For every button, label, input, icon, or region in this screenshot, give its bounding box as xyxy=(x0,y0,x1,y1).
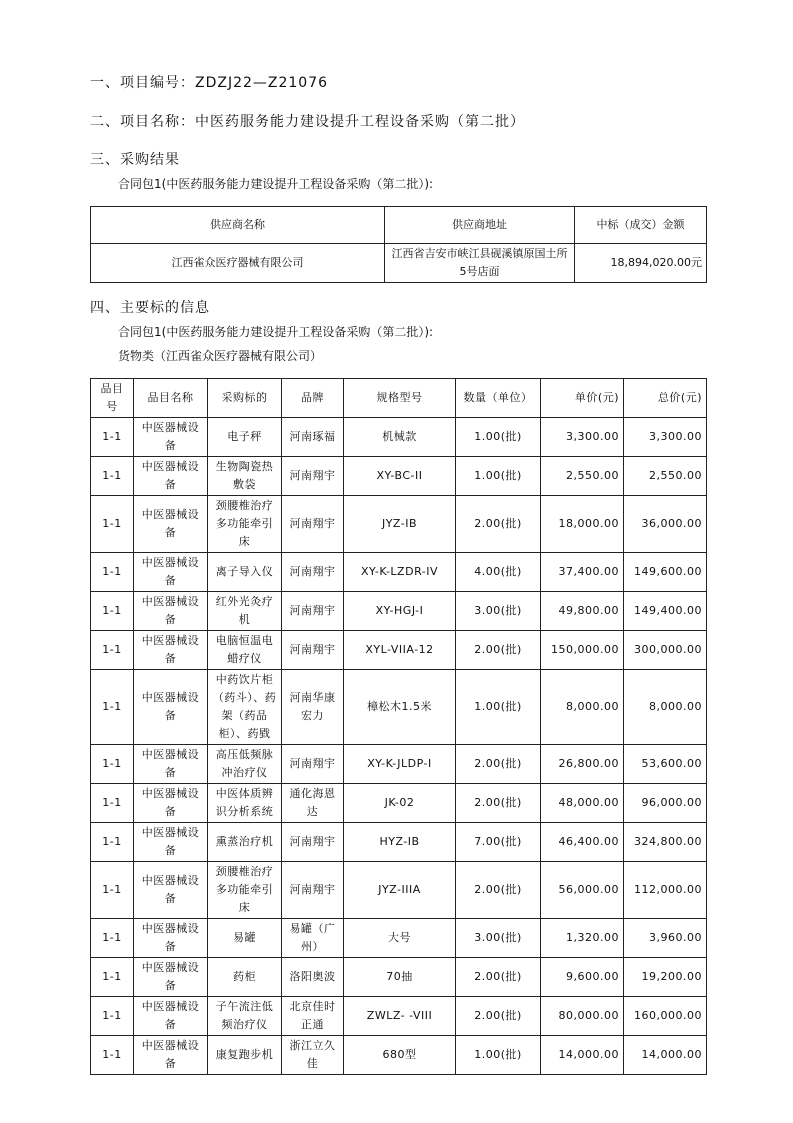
model: XY-HGJ-I xyxy=(344,592,456,631)
unit-price: 46,400.00 xyxy=(541,823,624,862)
total-price: 300,000.00 xyxy=(624,631,707,670)
model: XY-BC-II xyxy=(344,457,456,496)
model: 机械款 xyxy=(344,418,456,457)
quantity: 1.00(批) xyxy=(456,418,541,457)
total-price: 160,000.00 xyxy=(624,997,707,1036)
total-price: 3,300.00 xyxy=(624,418,707,457)
header-item-number: 品目号 xyxy=(91,379,134,418)
unit-price: 150,000.00 xyxy=(541,631,624,670)
table-row xyxy=(91,418,707,457)
procurement-item: 熏蒸治疗机 xyxy=(208,823,282,862)
unit-price: 56,000.00 xyxy=(541,862,624,919)
item-category: 中医器械设备 xyxy=(134,862,208,919)
table-row xyxy=(91,553,707,592)
item-number: 1-1 xyxy=(91,997,134,1036)
procurement-item: 易罐 xyxy=(208,919,282,958)
unit-price: 80,000.00 xyxy=(541,997,624,1036)
procurement-item: 电子秤 xyxy=(208,418,282,457)
unit-price: 26,800.00 xyxy=(541,745,624,784)
project-name: 二、项目名称：中医药服务能力建设提升工程设备采购（第二批） xyxy=(90,114,525,130)
table-row xyxy=(91,457,707,496)
contract-package-label: 合同包1(中医药服务能力建设提升工程设备采购（第二批）): xyxy=(118,325,434,339)
model: 樟松木1.5米 xyxy=(344,670,456,745)
section-heading-items: 四、主要标的信息 xyxy=(90,300,210,316)
item-category: 中医器械设备 xyxy=(134,418,208,457)
unit-price: 49,800.00 xyxy=(541,592,624,631)
table-row xyxy=(91,1036,707,1075)
unit-price: 48,000.00 xyxy=(541,784,624,823)
item-number: 1-1 xyxy=(91,553,134,592)
item-category: 中医器械设备 xyxy=(134,670,208,745)
total-price: 8,000.00 xyxy=(624,670,707,745)
procurement-item: 高压低频脉冲治疗仪 xyxy=(208,745,282,784)
quantity: 2.00(批) xyxy=(456,496,541,553)
project-number: 一、项目编号：ZDZJ22—Z21076 xyxy=(90,75,329,91)
goods-category-label: 货物类（江西雀众医疗器械有限公司） xyxy=(118,349,323,363)
item-number: 1-1 xyxy=(91,496,134,553)
header-supplier-name: 供应商名称 xyxy=(91,207,385,244)
item-category: 中医器械设备 xyxy=(134,958,208,997)
unit-price: 8,000.00 xyxy=(541,670,624,745)
header-procurement-item: 采购标的 xyxy=(208,379,282,418)
brand: 河南琢福 xyxy=(282,418,344,457)
total-price: 2,550.00 xyxy=(624,457,707,496)
total-price: 14,000.00 xyxy=(624,1036,707,1075)
supplier-address: 江西省吉安市峡江县砚溪镇原国土所5号店面 xyxy=(385,244,575,283)
procurement-item: 颈腰椎治疗多功能牵引床 xyxy=(208,862,282,919)
item-number: 1-1 xyxy=(91,457,134,496)
model: JYZ-IB xyxy=(344,496,456,553)
model: JYZ-IIIA xyxy=(344,862,456,919)
section-heading-result: 三、采购结果 xyxy=(90,152,180,168)
table-row xyxy=(91,958,707,997)
table-row xyxy=(91,670,707,745)
header-model: 规格型号 xyxy=(344,379,456,418)
brand: 浙江立久佳 xyxy=(282,1036,344,1075)
quantity: 7.00(批) xyxy=(456,823,541,862)
procurement-result-table xyxy=(90,206,707,283)
quantity: 2.00(批) xyxy=(456,862,541,919)
item-category: 中医器械设备 xyxy=(134,553,208,592)
supplier-name: 江西雀众医疗器械有限公司 xyxy=(91,244,385,283)
unit-price: 14,000.00 xyxy=(541,1036,624,1075)
item-number: 1-1 xyxy=(91,418,134,457)
quantity: 4.00(批) xyxy=(456,553,541,592)
table-header-row xyxy=(91,379,707,418)
header-total-price: 总价(元) xyxy=(624,379,707,418)
header-brand: 品牌 xyxy=(282,379,344,418)
award-amount: 18,894,020.00元 xyxy=(575,244,707,283)
item-number: 1-1 xyxy=(91,919,134,958)
brand: 河南翔宇 xyxy=(282,862,344,919)
table-row xyxy=(91,496,707,553)
procurement-item: 中药饮片柜（药斗）、药架（药品柜）、药戥 xyxy=(208,670,282,745)
brand: 洛阳奥波 xyxy=(282,958,344,997)
contract-package-label: 合同包1(中医药服务能力建设提升工程设备采购（第二批）): xyxy=(118,177,434,191)
table-row xyxy=(91,862,707,919)
quantity: 2.00(批) xyxy=(456,745,541,784)
item-number: 1-1 xyxy=(91,670,134,745)
quantity: 2.00(批) xyxy=(456,958,541,997)
brand: 河南翔宇 xyxy=(282,553,344,592)
model: XY-K-JLDP-I xyxy=(344,745,456,784)
procurement-item: 药柜 xyxy=(208,958,282,997)
table-row xyxy=(91,784,707,823)
total-price: 53,600.00 xyxy=(624,745,707,784)
model: 大号 xyxy=(344,919,456,958)
brand: 河南华康宏力 xyxy=(282,670,344,745)
brand: 河南翔宇 xyxy=(282,457,344,496)
quantity: 3.00(批) xyxy=(456,919,541,958)
total-price: 112,000.00 xyxy=(624,862,707,919)
unit-price: 3,300.00 xyxy=(541,418,624,457)
item-category: 中医器械设备 xyxy=(134,823,208,862)
item-category: 中医器械设备 xyxy=(134,592,208,631)
procurement-item: 中医体质辨识分析系统 xyxy=(208,784,282,823)
procurement-item: 电脑恒温电蜡疗仪 xyxy=(208,631,282,670)
total-price: 96,000.00 xyxy=(624,784,707,823)
item-category: 中医器械设备 xyxy=(134,496,208,553)
item-number: 1-1 xyxy=(91,862,134,919)
model: HYZ-IB xyxy=(344,823,456,862)
brand: 河南翔宇 xyxy=(282,745,344,784)
procurement-item: 生物陶瓷热敷袋 xyxy=(208,457,282,496)
header-item-category: 品目名称 xyxy=(134,379,208,418)
item-category: 中医器械设备 xyxy=(134,457,208,496)
model: ZWLZ- -VIII xyxy=(344,997,456,1036)
item-category: 中医器械设备 xyxy=(134,784,208,823)
quantity: 1.00(批) xyxy=(456,1036,541,1075)
total-price: 36,000.00 xyxy=(624,496,707,553)
table-row xyxy=(91,631,707,670)
model: XY-K-LZDR-IV xyxy=(344,553,456,592)
item-number: 1-1 xyxy=(91,823,134,862)
total-price: 324,800.00 xyxy=(624,823,707,862)
table-row xyxy=(91,745,707,784)
unit-price: 37,400.00 xyxy=(541,553,624,592)
quantity: 3.00(批) xyxy=(456,592,541,631)
header-unit-price: 单价(元) xyxy=(541,379,624,418)
procurement-item: 离子导入仪 xyxy=(208,553,282,592)
item-number: 1-1 xyxy=(91,784,134,823)
unit-price: 1,320.00 xyxy=(541,919,624,958)
item-category: 中医器械设备 xyxy=(134,745,208,784)
procurement-item: 红外光灸疗机 xyxy=(208,592,282,631)
brand: 易罐（广州） xyxy=(282,919,344,958)
item-category: 中医器械设备 xyxy=(134,631,208,670)
table-row xyxy=(91,997,707,1036)
table-header-row xyxy=(91,207,707,244)
total-price: 3,960.00 xyxy=(624,919,707,958)
brand: 北京佳时正通 xyxy=(282,997,344,1036)
unit-price: 18,000.00 xyxy=(541,496,624,553)
table-row xyxy=(91,919,707,958)
total-price: 149,600.00 xyxy=(624,553,707,592)
procurement-item: 颈腰椎治疗多功能牵引床 xyxy=(208,496,282,553)
brand: 河南翔宇 xyxy=(282,592,344,631)
quantity: 2.00(批) xyxy=(456,631,541,670)
model: 70抽 xyxy=(344,958,456,997)
items-table xyxy=(90,378,707,1075)
header-supplier-address: 供应商地址 xyxy=(385,207,575,244)
table-row xyxy=(91,244,707,283)
header-quantity: 数量（单位） xyxy=(456,379,541,418)
brand: 通化海恩达 xyxy=(282,784,344,823)
brand: 河南翔宇 xyxy=(282,823,344,862)
total-price: 19,200.00 xyxy=(624,958,707,997)
model: 680型 xyxy=(344,1036,456,1075)
item-number: 1-1 xyxy=(91,631,134,670)
brand: 河南翔宇 xyxy=(282,631,344,670)
item-category: 中医器械设备 xyxy=(134,919,208,958)
unit-price: 9,600.00 xyxy=(541,958,624,997)
table-row xyxy=(91,592,707,631)
item-category: 中医器械设备 xyxy=(134,997,208,1036)
total-price: 149,400.00 xyxy=(624,592,707,631)
unit-price: 2,550.00 xyxy=(541,457,624,496)
item-number: 1-1 xyxy=(91,958,134,997)
brand: 河南翔宇 xyxy=(282,496,344,553)
model: XYL-VIIA-12 xyxy=(344,631,456,670)
quantity: 2.00(批) xyxy=(456,784,541,823)
table-row xyxy=(91,823,707,862)
quantity: 1.00(批) xyxy=(456,670,541,745)
item-number: 1-1 xyxy=(91,745,134,784)
item-number: 1-1 xyxy=(91,592,134,631)
model: JK-02 xyxy=(344,784,456,823)
header-award-amount: 中标（成交）金额 xyxy=(575,207,707,244)
quantity: 1.00(批) xyxy=(456,457,541,496)
quantity: 2.00(批) xyxy=(456,997,541,1036)
item-number: 1-1 xyxy=(91,1036,134,1075)
procurement-item: 子午流注低频治疗仪 xyxy=(208,997,282,1036)
item-category: 中医器械设备 xyxy=(134,1036,208,1075)
procurement-item: 康复跑步机 xyxy=(208,1036,282,1075)
